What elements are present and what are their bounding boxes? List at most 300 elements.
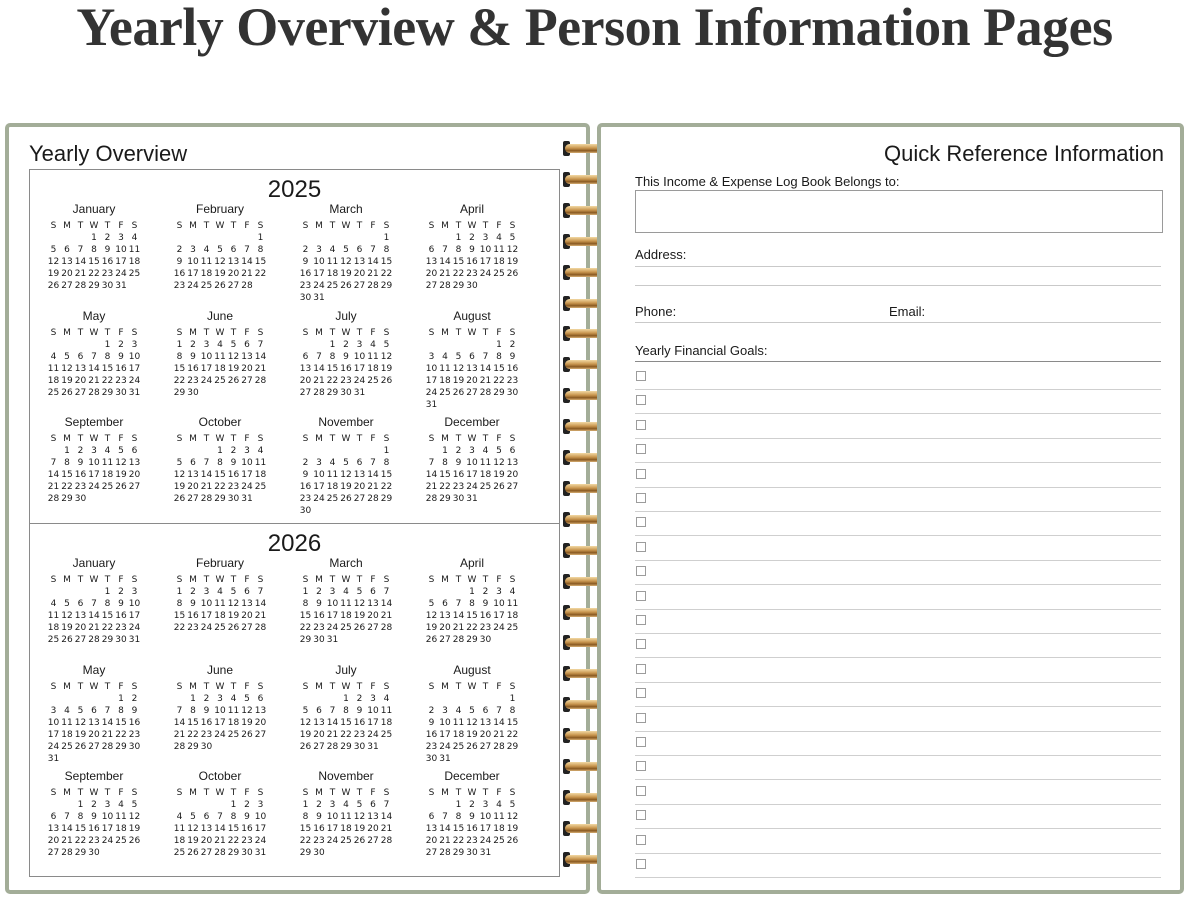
weekday-header: W [467,575,477,585]
day-cell: 27 [367,623,379,633]
day-cell: 18 [326,482,339,492]
weekday-header: S [257,221,264,231]
goal-row[interactable] [635,511,1161,536]
goal-checkbox[interactable] [636,395,646,405]
goal-checkbox[interactable] [636,591,646,601]
day-cell: 2 [316,587,322,597]
day-cell: 12 [61,611,73,621]
day-cell: 30 [227,494,240,504]
goal-row[interactable] [635,536,1161,561]
day-cell: 26 [61,635,73,645]
day-cell: 15 [101,364,114,374]
day-cell: 15 [380,470,393,480]
month-name: November [318,415,374,429]
day-cell: 7 [50,458,57,468]
day-cell: 6 [370,800,376,810]
day-cell: 30 [466,848,478,858]
day-cell: 9 [190,352,196,362]
weekday-header: S [302,328,309,338]
day-cell: 20 [367,824,379,834]
day-cell: 23 [452,482,465,492]
day-cell: 20 [506,470,519,480]
day-cell: 10 [313,257,325,267]
day-cell: 8 [302,599,309,609]
day-cell: 20 [88,730,100,740]
day-cell: 18 [380,718,393,728]
day-cell: 28 [241,281,253,291]
day-cell: 1 [383,233,390,243]
day-cell: 10 [466,458,478,468]
goal-checkbox[interactable] [636,835,646,845]
weekday-header: S [428,328,435,338]
day-cell: 29 [380,281,393,291]
day-cell: 9 [469,245,475,255]
day-cell: 7 [176,706,183,716]
day-cell: 9 [118,352,124,362]
goal-row[interactable] [635,707,1161,732]
day-cell: 1 [104,340,111,350]
day-grid [412,220,532,292]
day-cell: 17 [101,824,114,834]
weekday-header: W [341,328,351,338]
day-cell: 16 [88,824,100,834]
day-cell: 8 [77,812,84,822]
day-cell: 11 [326,257,339,267]
day-cell: 8 [176,352,183,362]
day-cell: 22 [506,730,519,740]
day-grid [160,787,280,859]
day-cell: 19 [241,718,253,728]
day-grid [412,327,532,411]
day-cell: 28 [439,848,451,858]
day-cell: 14 [88,364,100,374]
weekday-header: W [215,682,225,692]
goal-checkbox[interactable] [636,542,646,552]
day-cell: 21 [88,376,100,386]
goal-row[interactable] [635,389,1161,414]
weekday-header: S [50,788,57,798]
day-cell: 14 [74,257,87,267]
goal-row[interactable] [635,365,1161,390]
weekday-header: M [441,788,449,798]
yearly-overview-title: Yearly Overview [29,141,188,166]
day-cell: 24 [479,836,492,846]
day-cell: 8 [383,458,390,468]
weekday-header: S [176,788,183,798]
weekday-header: T [356,682,363,692]
day-cell: 1 [64,446,70,456]
day-cell: 6 [64,245,70,255]
day-cell: 14 [214,824,226,834]
weekday-header: W [89,682,99,692]
weekday-header: S [428,434,435,444]
month-name: February [195,556,245,570]
day-cell: 11 [254,458,267,468]
weekday-header: S [428,221,435,231]
day-cell: 5 [217,245,223,255]
day-cell: 31 [254,848,267,858]
day-cell: 17 [479,257,492,267]
goal-row[interactable] [635,682,1161,707]
day-cell: 2 [118,587,124,597]
day-cell: 1 [329,340,336,350]
day-cell: 4 [370,340,376,350]
day-cell: 9 [316,812,322,822]
day-cell: 22 [466,623,478,633]
goal-checkbox[interactable] [636,737,646,747]
goal-row[interactable] [635,829,1161,854]
day-cell: 6 [77,599,84,609]
day-cell: 7 [383,800,390,810]
day-cell: 13 [74,611,87,621]
day-cell: 3 [469,446,475,456]
weekday-header: T [482,221,489,231]
weekday-header: F [118,434,124,444]
day-cell: 24 [115,269,127,279]
goal-row[interactable] [635,804,1161,829]
weekday-header: T [482,575,489,585]
day-cell: 23 [466,269,478,279]
day-cell: 13 [353,470,366,480]
day-cell: 7 [496,706,502,716]
day-cell: 9 [302,257,309,267]
weekday-header: T [104,788,111,798]
goal-row[interactable] [635,438,1161,463]
day-cell: 28 [200,494,213,504]
phone-email-line[interactable] [635,322,1161,323]
day-cell: 10 [326,812,339,822]
day-cell: 11 [439,364,451,374]
empty-cell [74,693,88,705]
weekday-header: S [131,682,138,692]
goal-checkbox[interactable] [636,639,646,649]
goal-row[interactable] [635,658,1161,683]
day-cell: 16 [241,824,253,834]
day-grid [286,574,406,646]
belongs-to-field[interactable] [635,190,1163,233]
day-cell: 18 [326,269,339,279]
day-cell: 27 [200,848,213,858]
goal-row[interactable] [635,780,1161,805]
day-cell: 9 [91,812,97,822]
weekday-header: M [315,788,323,798]
day-cell: 23 [88,836,100,846]
goal-checkbox[interactable] [636,761,646,771]
weekday-header: M [63,682,71,692]
weekday-header: S [383,788,390,798]
day-cell: 15 [439,470,451,480]
month-may [34,309,154,399]
goal-checkbox[interactable] [636,688,646,698]
goal-row[interactable] [635,463,1161,488]
day-cell: 19 [340,269,352,279]
goal-row[interactable] [635,414,1161,439]
weekday-header: S [50,328,57,338]
day-cell: 22 [61,482,73,492]
weekday-header: S [50,434,57,444]
weekday-header: T [329,575,336,585]
goal-checkbox[interactable] [636,786,646,796]
day-cell: 29 [452,281,465,291]
day-cell: 31 [115,281,127,291]
goal-checkbox[interactable] [636,615,646,625]
address-line-2[interactable] [635,285,1161,286]
day-cell: 16 [128,718,141,728]
goal-checkbox[interactable] [636,810,646,820]
day-cell: 31 [353,388,366,398]
weekday-header: S [302,221,309,231]
day-cell: 17 [425,376,438,386]
goal-checkbox[interactable] [636,664,646,674]
day-cell: 2 [428,706,435,716]
day-cell: 19 [452,376,465,386]
month-name: September [64,769,124,783]
day-cell: 13 [241,599,253,609]
day-cell: 16 [200,718,213,728]
goal-checkbox[interactable] [636,713,646,723]
day-cell: 17 [47,730,60,740]
weekday-header: F [244,328,250,338]
day-cell: 1 [469,587,475,597]
weekday-header: T [482,682,489,692]
weekday-header: W [215,788,225,798]
day-cell: 30 [425,754,438,764]
day-cell: 6 [230,245,237,255]
month-name: August [453,663,491,677]
day-cell: 18 [439,376,451,386]
empty-cell [213,799,227,811]
day-cell: 11 [128,245,141,255]
day-cell: 6 [469,352,475,362]
weekday-header: S [131,788,138,798]
weekday-header: S [428,682,435,692]
phone-label: Phone: [635,304,677,319]
address-line-1[interactable] [635,266,1161,267]
goal-checkbox[interactable] [636,420,646,430]
day-cell: 6 [356,458,363,468]
goal-checkbox[interactable] [636,444,646,454]
day-cell: 13 [425,257,438,267]
empty-cell [186,445,200,457]
day-cell: 10 [254,812,267,822]
day-cell: 13 [128,458,141,468]
day-cell: 13 [241,352,253,362]
day-cell: 5 [383,340,390,350]
day-cell: 18 [340,611,352,621]
weekday-header: T [203,575,210,585]
day-cell: 5 [509,800,516,810]
day-cell: 12 [187,824,199,834]
day-cell: 4 [383,694,390,704]
day-cell: 22 [380,482,393,492]
day-cell: 21 [326,730,339,740]
goal-checkbox[interactable] [636,566,646,576]
empty-cell [47,339,61,351]
day-cell: 6 [244,340,250,350]
day-cell: 22 [214,482,226,492]
day-cell: 4 [257,446,264,456]
weekday-header: S [428,575,435,585]
day-grid [286,327,406,399]
day-cell: 24 [425,388,438,398]
goal-row[interactable] [635,731,1161,756]
month-july [286,663,406,753]
month-name: January [72,202,116,216]
day-cell: 26 [340,281,352,291]
day-cell: 21 [214,836,226,846]
day-cell: 17 [254,824,267,834]
month-january [34,202,154,292]
day-cell: 23 [128,730,141,740]
day-cell: 26 [452,388,465,398]
day-cell: 17 [115,257,127,267]
weekday-header: W [89,434,99,444]
day-cell: 19 [425,623,438,633]
day-cell: 1 [455,800,462,810]
day-cell: 10 [101,812,114,822]
day-cell: 25 [326,494,339,504]
weekday-header: T [455,434,462,444]
goal-row[interactable] [635,560,1161,585]
day-cell: 14 [493,718,505,728]
day-cell: 26 [340,494,352,504]
weekday-header: S [176,328,183,338]
day-cell: 15 [452,824,465,834]
goal-checkbox[interactable] [636,493,646,503]
day-cell: 4 [203,245,210,255]
day-cell: 23 [506,376,519,386]
day-cell: 23 [187,623,199,633]
day-cell: 19 [214,269,226,279]
day-cell: 5 [230,587,237,597]
day-cell: 22 [452,836,465,846]
day-cell: 19 [227,611,240,621]
day-cell: 9 [316,599,322,609]
day-cell: 13 [187,470,199,480]
day-cell: 14 [200,470,213,480]
day-cell: 25 [61,742,73,752]
empty-cell [74,339,88,351]
goal-checkbox[interactable] [636,859,646,869]
empty-cell [438,232,452,244]
day-cell: 16 [506,364,519,374]
weekday-header: S [428,788,435,798]
day-cell: 5 [302,706,309,716]
day-cell: 15 [61,470,73,480]
day-cell: 3 [91,446,97,456]
day-cell: 26 [128,836,141,846]
day-cell: 30 [353,742,366,752]
weekday-header: W [215,575,225,585]
empty-cell [425,339,439,351]
day-cell: 21 [47,482,60,492]
day-cell: 23 [241,836,253,846]
day-cell: 6 [203,812,210,822]
goal-row[interactable] [635,633,1161,658]
day-cell: 29 [299,635,312,645]
day-cell: 9 [77,458,84,468]
day-cell: 17 [313,269,325,279]
day-cell: 15 [380,257,393,267]
weekday-header: F [370,434,376,444]
day-cell: 5 [230,340,237,350]
goal-row[interactable] [635,487,1161,512]
goal-checkbox[interactable] [636,517,646,527]
day-cell: 8 [190,706,196,716]
goal-checkbox[interactable] [636,469,646,479]
weekday-header: F [496,682,502,692]
day-cell: 29 [380,494,393,504]
goal-checkbox[interactable] [636,371,646,381]
year-label: 2026 [267,530,322,557]
day-cell: 11 [452,718,465,728]
day-cell: 25 [214,376,226,386]
empty-cell [425,586,439,598]
day-cell: 9 [118,599,124,609]
day-cell: 3 [316,458,322,468]
weekday-header: M [189,788,197,798]
goal-row[interactable] [635,609,1161,634]
day-grid [286,787,406,859]
month-name: June [206,663,234,677]
day-cell: 25 [47,635,60,645]
goals-divider [635,361,1161,362]
day-cell: 19 [128,824,141,834]
day-cell: 12 [452,364,465,374]
weekday-header: S [383,328,390,338]
day-cell: 10 [200,352,213,362]
day-cell: 10 [367,706,379,716]
empty-cell [438,799,452,811]
empty-cell [425,445,439,457]
day-cell: 2 [509,340,516,350]
day-cell: 20 [439,623,451,633]
day-cell: 25 [200,281,213,291]
weekday-header: F [496,221,502,231]
day-cell: 18 [254,470,267,480]
day-cell: 8 [257,245,264,255]
day-cell: 16 [299,482,312,492]
day-cell: 18 [173,836,186,846]
goal-row[interactable] [635,853,1161,878]
day-cell: 2 [104,233,111,243]
day-cell: 1 [343,694,349,704]
day-cell: 6 [50,812,57,822]
day-cell: 14 [88,611,100,621]
day-cell: 3 [217,694,223,704]
weekday-header: M [189,221,197,231]
goal-row[interactable] [635,755,1161,780]
empty-cell [312,232,326,244]
day-cell: 24 [313,494,325,504]
day-cell: 30 [452,494,465,504]
day-cell: 21 [493,730,505,740]
day-cell: 10 [493,599,505,609]
weekday-header: F [496,788,502,798]
day-cell: 1 [383,446,390,456]
day-cell: 27 [353,494,366,504]
month-name: December [444,769,500,783]
day-cell: 20 [466,376,478,386]
weekday-header: M [441,328,449,338]
day-cell: 4 [482,446,489,456]
day-cell: 20 [353,269,366,279]
day-cell: 3 [50,706,57,716]
day-cell: 7 [370,245,376,255]
day-cell: 26 [241,730,253,740]
goal-row[interactable] [635,585,1161,610]
day-cell: 13 [367,599,379,609]
